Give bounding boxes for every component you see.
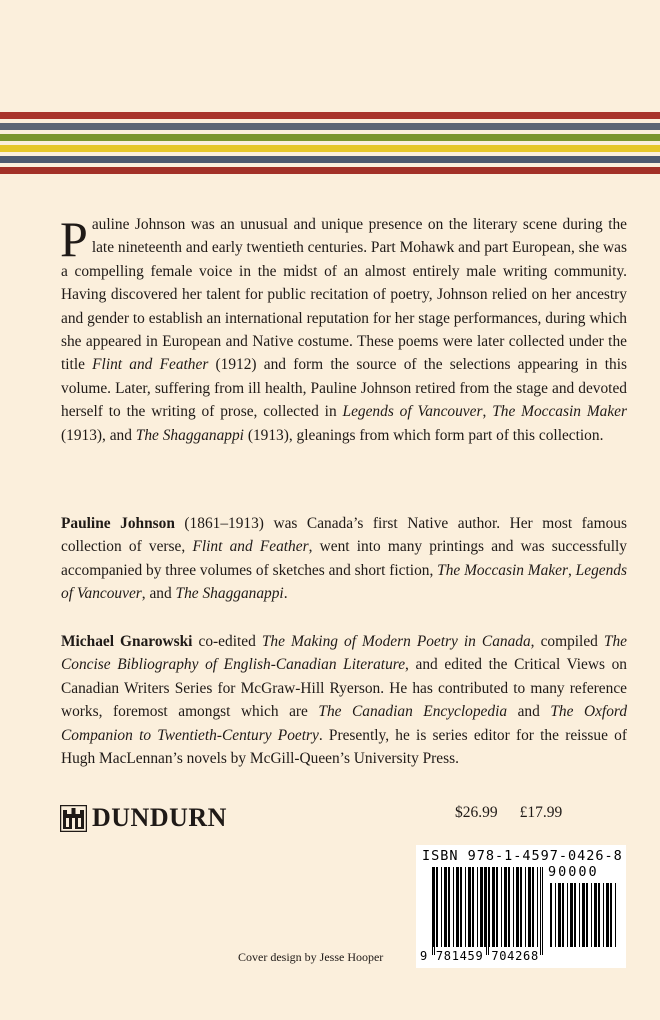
- price-gbp: £17.99: [519, 804, 563, 821]
- cover-credit: Cover design by Jesse Hooper: [238, 950, 384, 964]
- bio-text: , and: [141, 585, 176, 603]
- author-name: Pauline Johnson: [61, 515, 175, 532]
- price-cad: $26.99: [455, 804, 498, 821]
- barcode: [416, 845, 626, 968]
- red-stripe-top: [0, 112, 660, 119]
- bio-text: .: [283, 585, 288, 603]
- blurb-text: ,: [482, 403, 493, 421]
- color-stripes: [0, 112, 660, 178]
- red-stripe-bottom: [0, 167, 660, 174]
- bio-text: . Presently, he is series editor for the reissue of Hugh MacLennan’s novels by McGill-Queen’s University Press.: [61, 726, 627, 768]
- bio-text: , went into many printings and was successfully accompanied by three volumes of sketches and short fiction,: [61, 538, 627, 579]
- book-title: The Canadian Encyclopedia: [318, 703, 508, 721]
- bio-text: ,: [567, 561, 576, 579]
- book-title: Legends of Vancouver: [342, 403, 483, 421]
- book-title: The Moccasin Maker: [437, 561, 568, 579]
- publisher-logo: [60, 803, 227, 833]
- green-stripe: [0, 134, 660, 141]
- drop-cap: P: [60, 211, 88, 267]
- book-title: The Shagganappi: [135, 426, 244, 444]
- book-title: Flint and Feather: [92, 356, 209, 374]
- book-title: The Shagganappi: [175, 585, 284, 603]
- book-title: The Making of Modern Poetry in Canada: [261, 633, 531, 650]
- castle-icon: [60, 805, 87, 832]
- editor-bio-paragraph: [61, 630, 627, 770]
- bio-text: (1861–1913) was Canada’s first Native author. Her most famous collection of verse,: [61, 515, 627, 556]
- addon-code: 90000: [548, 864, 599, 880]
- slate-stripe-2: [0, 156, 660, 163]
- bio-text: co-edited: [192, 633, 262, 650]
- publisher-name: DUNDURN: [92, 803, 227, 832]
- bio-text: , and edited the Critical Views on Canadian Writers Series for McGraw-Hill Ryerson. He has contributed to many reference works, foremost amongst which are: [61, 656, 628, 721]
- ean-number: 9 781459 704268: [420, 949, 539, 963]
- price-block: [455, 804, 562, 822]
- book-title: The Moccasin Maker: [492, 403, 627, 421]
- book-title: The Oxford Companion to Twentieth-Century Poetry: [61, 703, 628, 744]
- isbn-label: ISBN 978-1-4597-0426-8: [422, 848, 623, 864]
- book-title: Flint and Feather: [192, 538, 309, 556]
- blurb-text: (1913), and: [61, 426, 136, 444]
- slate-stripe-1: [0, 123, 660, 130]
- blurb-text: auline Johnson was an unusual and unique presence on the literary scene during the late nineteenth and early twentieth centuries. Part Mohawk and part European, she was a compelling female voice in the midst of an almost entirely male writing community. Having discovered her talent for public recitation of poetry, Johnson relied on her ancestry and gender to establish an international reputation for her stage performances, during which she appeared in European and Native costume. These poems were later collected under the title: [61, 216, 627, 374]
- book-title: Legends of Vancouver: [61, 561, 627, 603]
- author-bio-paragraph: [61, 512, 627, 606]
- bio-text: , compiled: [530, 633, 604, 650]
- yellow-stripe: [0, 145, 660, 152]
- editor-name: Michael Gnarowski: [61, 633, 193, 650]
- blurb-text: (1912) and form the source of the selections appearing in this volume. Later, suffering from ill health, Pauline Johnson retired from the stage and devoted herself to the writing of prose, collected in: [61, 356, 627, 421]
- blurb-paragraph: [61, 213, 627, 447]
- book-title: The Concise Bibliography of English-Canadian Literature: [61, 633, 627, 674]
- bio-text: and: [507, 703, 551, 721]
- blurb-text: (1913), gleanings from which form part of this collection.: [243, 426, 604, 444]
